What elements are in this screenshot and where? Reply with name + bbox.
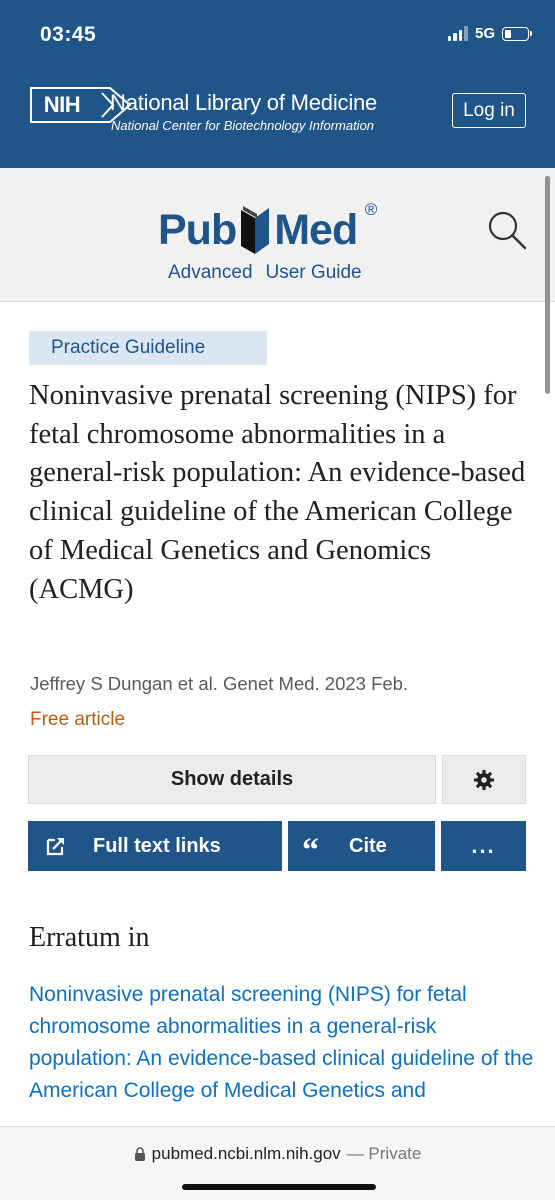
pubmed-links — [168, 262, 362, 284]
battery-icon — [502, 27, 529, 41]
registered-mark: ® — [364, 200, 378, 219]
home-indicator[interactable] — [182, 1184, 376, 1190]
network-label: 5G — [474, 25, 495, 42]
status-time: 03:45 — [40, 23, 97, 46]
article-authors: Jeffrey S Dungan et al. Genet Med. 2023 Feb. — [30, 673, 409, 694]
quote-icon: “ — [302, 832, 319, 869]
login-button[interactable]: Log in — [452, 93, 526, 128]
publication-type-badge: Practice Guideline — [29, 331, 267, 365]
book-icon — [237, 204, 273, 256]
nih-header — [0, 0, 555, 168]
nlm-title: National Library of Medicine — [110, 90, 378, 115]
gear-icon — [473, 769, 495, 791]
cite-button[interactable]: “ Cite — [288, 821, 435, 871]
pubmed-bar — [0, 168, 555, 302]
status-indicators — [448, 25, 529, 42]
nih-logo[interactable]: NIH — [30, 87, 132, 123]
article-title: Noninvasive prenatal screening (NIPS) for fetal chromosome abnormalities in a general-risk population: An evidence-based clinical guideline of the American College of Medical Genetics and Genomics (ACMG) — [29, 380, 526, 605]
signal-icon — [448, 26, 468, 41]
advanced-link[interactable]: Advanced — [168, 262, 253, 283]
pubmed-logo[interactable]: Pub Med ® — [158, 200, 378, 254]
display-options-button[interactable] — [442, 755, 526, 804]
url-display[interactable] — [0, 1144, 555, 1164]
search-icon[interactable] — [486, 209, 528, 251]
scrollbar-thumb[interactable] — [545, 176, 550, 394]
erratum-heading: Erratum in — [29, 922, 150, 953]
erratum-link[interactable]: Noninvasive prenatal screening (NIPS) for fetal chromosome abnormalities in a general-risk population: An evidence-based clinical guideline of the American College of Medical Genetics and — [29, 983, 534, 1102]
ncbi-subtitle: National Center for Biotechnology Information — [111, 118, 375, 133]
show-details-button[interactable]: Show details — [28, 755, 436, 804]
free-article-label: Free article — [30, 709, 126, 730]
url-text: pubmed.ncbi.nlm.nih.gov — [151, 1144, 341, 1163]
external-link-icon — [46, 836, 66, 856]
user-guide-link[interactable]: User Guide — [265, 262, 362, 283]
more-actions-button[interactable]: ... — [441, 821, 526, 871]
lock-icon — [134, 1147, 146, 1161]
browser-address-bar — [0, 1126, 555, 1200]
full-text-links-button[interactable]: Full text links — [28, 821, 282, 871]
private-label: — Private — [346, 1144, 422, 1163]
